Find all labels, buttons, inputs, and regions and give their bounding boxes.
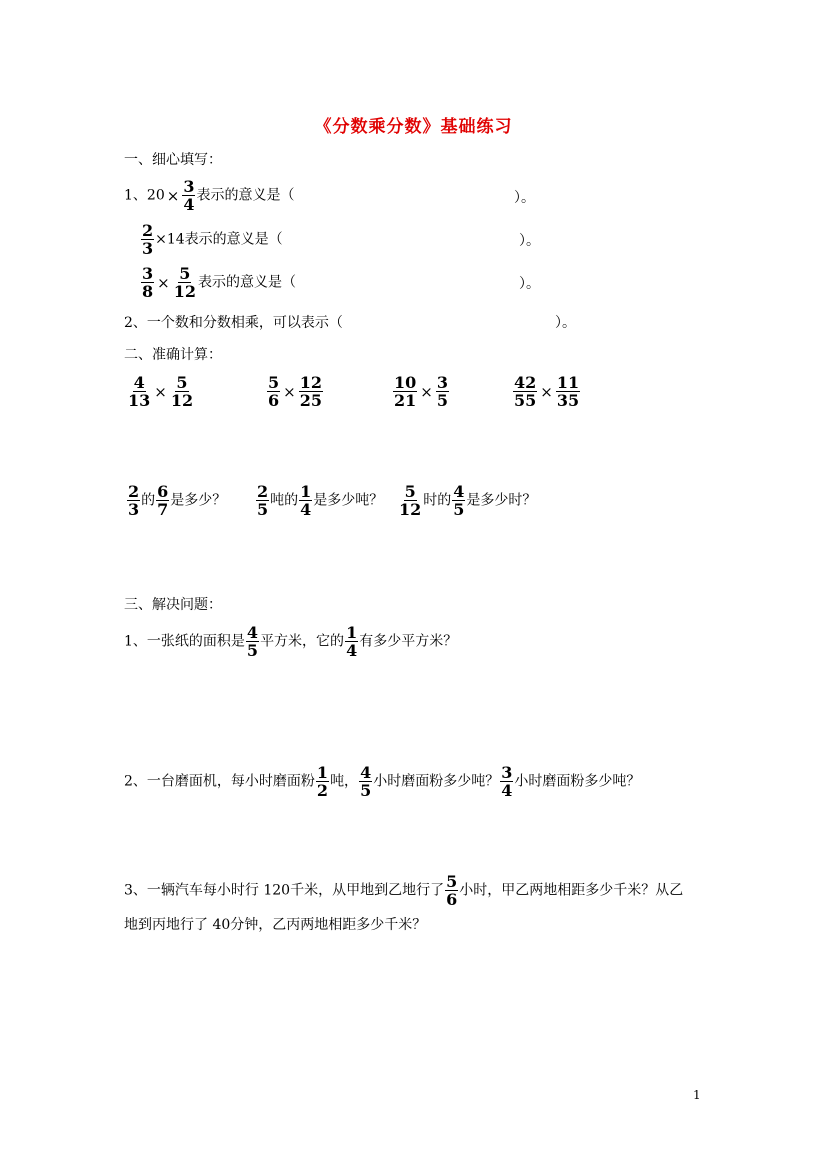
times-sign: × [283,382,296,401]
q1a-prefix: 1、20 [124,187,165,204]
fraction: $\frac{3}{4}$ [501,763,513,800]
section-3-heading: 三、解决问题： [124,597,222,613]
q1b-end: ）。 [519,233,540,249]
fraction: $\frac{3}{4}$ [183,177,195,214]
page-title: 《分数乘分数》基础练习 [314,117,513,137]
fraction: $\frac{2}{5}$ [257,482,269,519]
times-sign: × [420,382,433,401]
calc-item [392,374,450,409]
fraction: $\frac{5}{6}$ [268,373,280,410]
fraction: $\frac{10}{21}$ [394,373,417,410]
q2-text: 2、一个数和分数相乘，可以表示（ [124,315,343,331]
problem-3-line-2: 地到丙地行了 40分钟，乙丙两地相距多少千米？ [124,917,427,933]
q1a-line [124,178,294,213]
times-sign: × [166,186,180,205]
word-question-3: $\frac{5}{12}$ 时的 $\frac{4}{5}$ 是多少时？ [399,482,537,519]
fraction: $\frac{5}{12}$ [173,264,196,301]
q1c-line [140,265,296,300]
fraction: $\frac{1}{4}$ [300,482,312,519]
calc-item [126,374,195,409]
fraction: $\frac{5}{6}$ [446,872,458,909]
q1b-text: ×14表示的意义是（ [155,231,283,248]
section-1-heading: 一、细心填写： [124,152,222,168]
fraction: $\frac{4}{5}$ [246,623,259,660]
times-sign: × [540,382,553,401]
fraction: $\frac{4}{5}$ [360,763,372,800]
q1b-line [140,222,283,257]
times-sign: × [157,273,170,292]
fraction: $\frac{2}{3}$ [142,221,154,258]
word-question-2: $\frac{2}{5}$ 吨的 $\frac{1}{4}$ 是多少吨？ [257,482,384,519]
page-number: 1 [693,1088,701,1102]
problem-1: 1、一张纸的面积是 $\frac{4}{5}$ 平方米，它的 $\frac{1}{4}$ 有多少平方米？ [124,623,458,660]
fraction: $\frac{12}{25}$ [299,373,322,410]
q1c-end: ）。 [519,276,540,292]
times-sign: × [154,382,167,401]
fraction: $\frac{6}{7}$ [157,482,169,519]
fraction: $\frac{1}{2}$ [316,763,329,800]
fraction: $\frac{11}{35}$ [556,373,580,410]
problem-3: 3、一辆汽车每小时行 120千米，从甲地到乙地行了 $\frac{5}{6}$ 小时，甲乙两地相距多少千米？从乙 [124,872,684,909]
fraction: $\frac{4}{5}$ [453,482,465,519]
q1c-text: 表示的意义是（ [197,274,296,291]
word-question-1: $\frac{2}{3}$ 的 $\frac{6}{7}$ 是多少？ [128,482,227,519]
fraction: $\frac{42}{55}$ [514,373,537,410]
fraction: $\frac{3}{5}$ [436,373,448,410]
q1a-text: 表示的意义是（ [196,187,295,204]
fraction: $\frac{4}{13}$ [128,373,151,410]
fraction: $\frac{5}{12}$ [399,482,422,519]
fraction: $\frac{2}{3}$ [128,482,140,519]
q2-end: ）。 [555,315,576,331]
fraction: $\frac{1}{4}$ [346,623,358,660]
calc-item [266,374,324,409]
section-2-heading: 二、准确计算： [124,347,222,363]
fraction: $\frac{5}{12}$ [170,373,194,410]
q1a-end: ）。 [514,190,535,206]
fraction: $\frac{3}{8}$ [142,264,154,301]
problem-2: 2、一台磨面机，每小时磨面粉 $\frac{1}{2}$ 吨， $\frac{4}{5}$ 小时磨面粉多少吨？ $\frac{3}{4}$ 小时磨面粉多少吨？ [124,763,641,800]
calc-item [512,374,581,409]
